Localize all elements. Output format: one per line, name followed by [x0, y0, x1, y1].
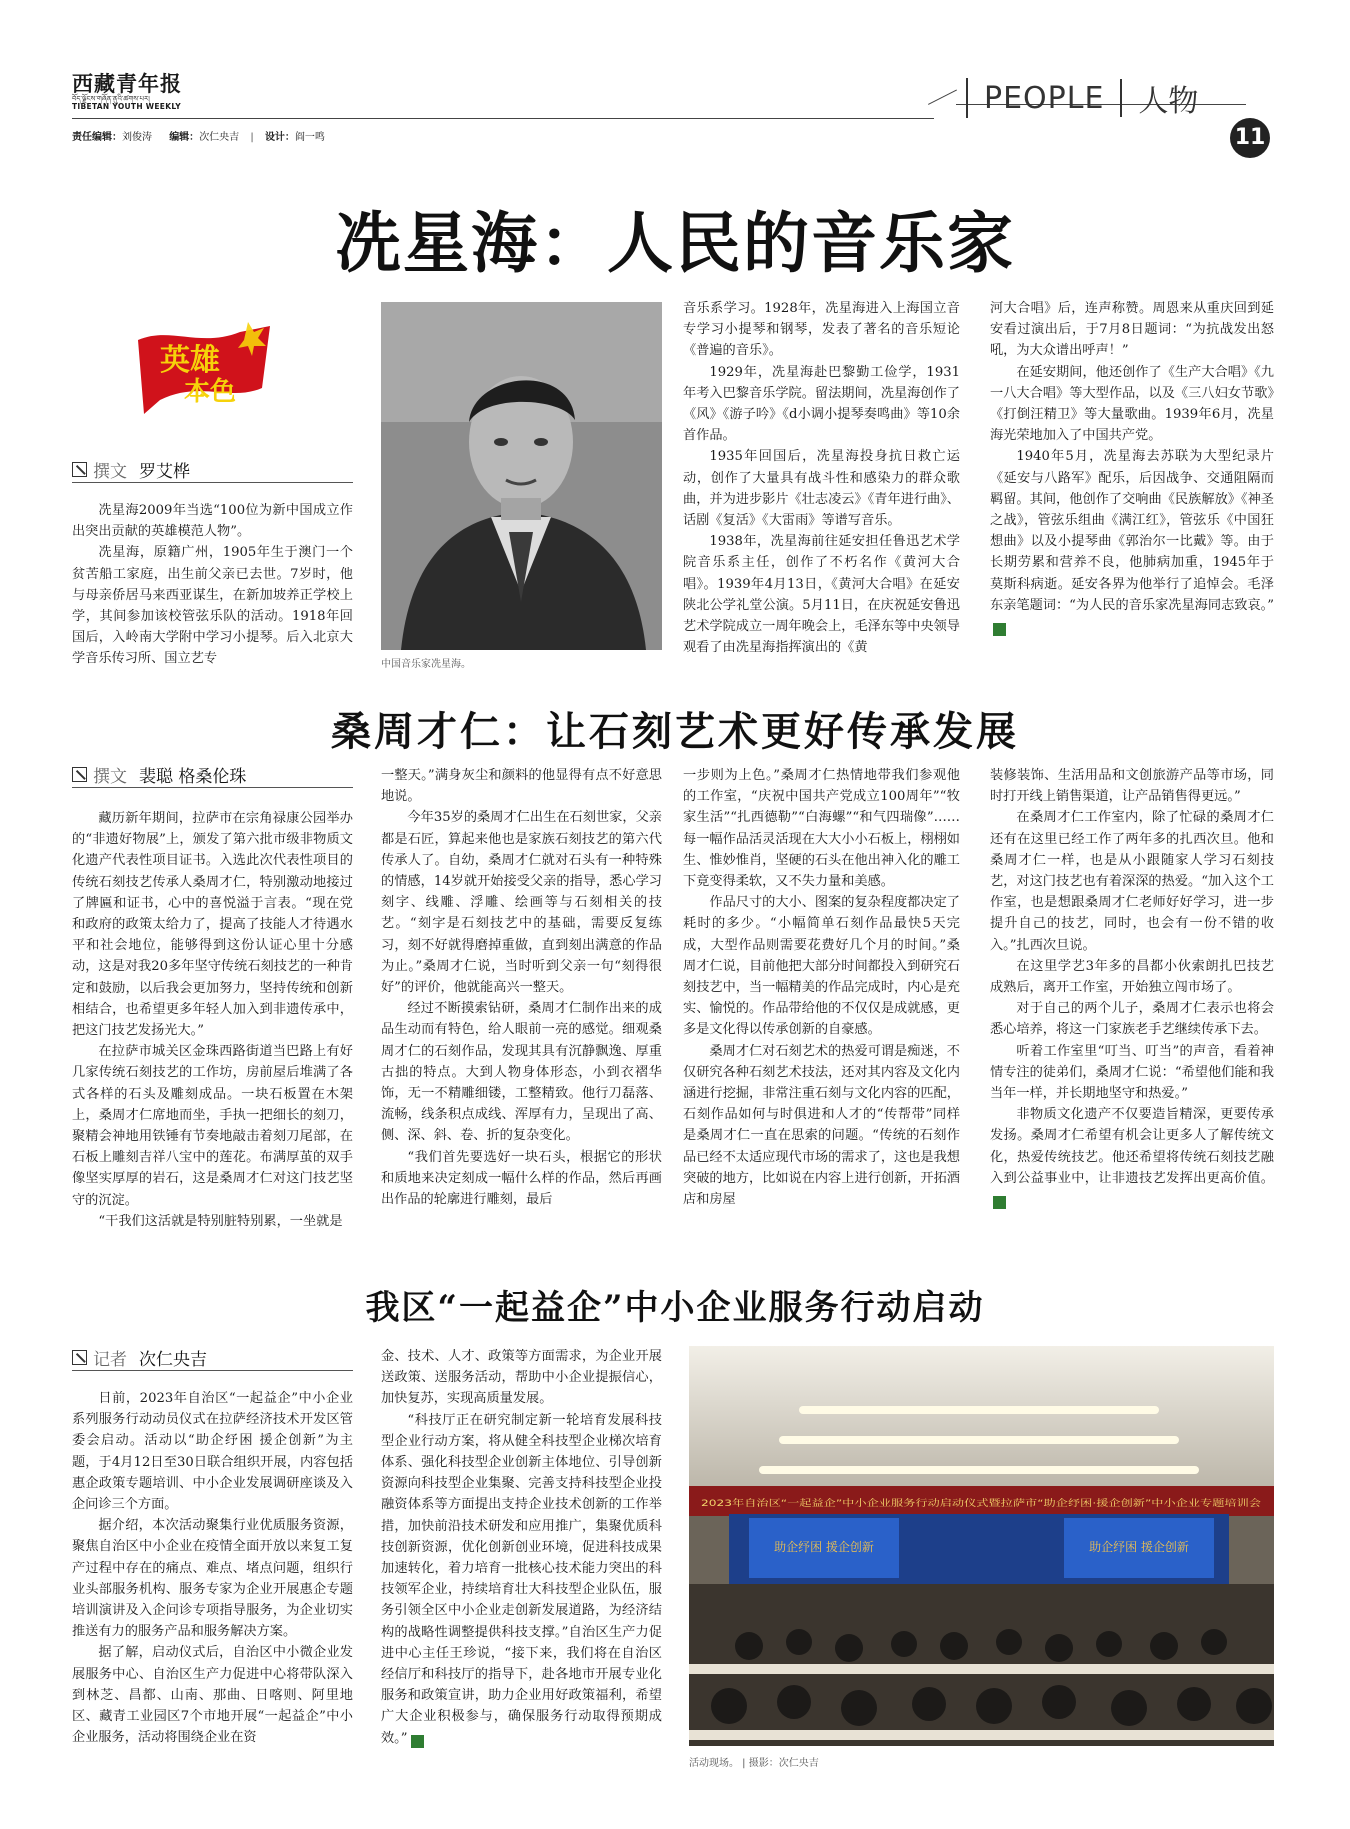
newspaper-name-english: TIBETAN YOUTH WEEKLY — [72, 102, 181, 111]
section-name-en: PEOPLE — [984, 80, 1105, 116]
paragraph — [990, 1104, 1274, 1210]
pen-icon — [72, 767, 87, 782]
article2-byline — [72, 762, 353, 788]
pen-icon — [72, 1350, 87, 1365]
paragraph: “干我们这活就是特别脏特别累，一坐就是 — [98, 1213, 343, 1229]
end-mark-icon: 青 — [993, 1196, 1006, 1209]
article3-col2 — [381, 1346, 662, 1760]
newspaper-name-tibetan: བོད་ལྗོངས་གཞོན་ནུའི་ཚགས་པར། — [72, 95, 150, 103]
article2-col4 — [990, 765, 1274, 1253]
article2-col2 — [381, 765, 662, 1253]
section-bar — [966, 78, 968, 118]
red-flag-icon — [130, 318, 280, 438]
paragraph: 对于自己的两个儿子，桑周才仁表示也将会悉心培养，将这一门家族老手艺继续传承下去。 — [990, 1001, 1274, 1038]
paragraph: 今年35岁的桑周才仁出生在石刻世家，父亲都是石匠，算起来他也是家族石刻技艺的第六代传承人了。自幼，桑周才仁就对石头有一种特殊的情感，14岁就开始接受父亲的指导，悉心学习刻字、线雕、浮雕、绘画等与石刻相关的技艺。“刻字是石刻技艺中的基础，需要反复练习，刻不好就得磨掉重做，直到刻出满意的作品为止。”桑周才仁说，当时听到父亲一句“刻得很好”的评价，他就能高兴一整天。 — [381, 810, 662, 996]
paragraph: 在延安期间，他还创作了《生产大合唱》《九一八大合唱》等大型作品，以及《三八妇女节歌》《打倒汪精卫》等大量歌曲。1939年6月，冼星海光荣地加入了中国共产党。 — [990, 364, 1274, 444]
paragraph: 经过不断摸索钻研，桑周才仁制作出来的成品生动而有特色，给人眼前一亮的感觉。细观桑周才仁的石刻作品，发现其具有沉静飘逸、厚重古拙的特点。大到人物身体形态，小到衣褶华饰，无一不精雕细镂，工整精致。他行刀磊落、流畅，线条积点成线、浑厚有力，呈现出了高、侧、深、斜、卷、折的复杂变化。 — [381, 1001, 662, 1144]
pen-icon — [72, 462, 87, 477]
badge-text-bottom: 本色 — [184, 377, 237, 407]
article2-col3 — [683, 765, 960, 1253]
paragraph: 作品尺寸的大小、图案的复杂程度都决定了耗时的多少。“小幅简单石刻作品最快5天完成，大型作品则需要花费好几个月的时间。”桑周才仁说，目前他把大部分时间都投入到研究石刻技艺中，当一幅精美的作品完成时，内心是充实、愉悦的。作品带给他的不仅仅是成就感，更多是文化得以传承创新的自豪感。 — [683, 895, 960, 1038]
editor-label: 责任编辑： — [72, 132, 122, 143]
article1-byline — [72, 457, 353, 483]
newspaper-name: 西藏青年报 — [72, 71, 182, 96]
portrait-image — [381, 302, 662, 650]
paragraph: 一步则为上色。”桑周才仁热情地带我们参观他的工作室，“庆祝中国共产党成立100周年”“牧家生活”“扎西德勒”“白海螺”“和气四瑞像”……每一幅作品活灵活现在大大小小石板上，栩栩如生、惟妙惟肖，坚硬的石头在他出神入化的雕工下竟变得柔软，又不失力量和美感。 — [683, 768, 960, 890]
article1-title: 冼星海：人民的音乐家 — [335, 204, 1015, 282]
badge-text-top: 英雄 — [160, 343, 220, 378]
paragraph: 冼星海，原籍广州，1905年生于澳门一个贫苦船工家庭，出生前父亲已去世。7岁时，他与母亲侨居马来西亚谋生，在新加坡养正学校上学，其间参加该校管弦乐队的活动。1918年回国后，入岭南大学附中学习小提琴。后入北京大学音乐传习所、国立艺专 — [72, 545, 353, 667]
paragraph: 听着工作室里“叮当、叮当”的声音，看着神情专注的徒弟们，桑周才仁说：“希望他们能和我当年一样，并长期地坚守和热爱。” — [990, 1043, 1274, 1102]
header-rule — [72, 118, 934, 119]
article1-col2 — [683, 298, 960, 672]
screen-text-left: 助企纾困 援企创新 — [774, 1540, 874, 1554]
paragraph: 在拉萨市城关区金珠西路街道当巴路上有好几家传统石刻技艺的工作坊，房前屋后堆满了各式各样的石头及雕刻成品。一块石板置在木架上，桑周才仁席地而坐，手执一把细长的刻刀，聚精会神地用铁锤有节奏地敲击着刻刀尾部，在石板上雕刻吉祥八宝中的莲花。布满厚茧的双手像坚实厚厚的岩石，这是桑周才仁对这门技艺坚守的沉淀。 — [72, 1044, 353, 1208]
section-divider — [1120, 79, 1122, 117]
editor-credits — [72, 128, 325, 143]
paragraph: “我们首先要选好一块石头，根据它的形状和质地来决定刻成一幅什么样的作品，然后再画出作品的轮廓进行雕刻，最后 — [381, 1149, 662, 1208]
end-mark-icon: 青 — [411, 1735, 424, 1748]
portrait-caption: 中国音乐家冼星海。 — [381, 659, 471, 670]
paragraph: 装修装饰、生活用品和文创旅游产品等市场，同时打开线上销售渠道，让产品销售得更远。” — [990, 768, 1274, 805]
portrait-photo — [381, 302, 662, 650]
byline-name: 次仁央吉 — [139, 1350, 207, 1370]
event-photo-caption: 活动现场。 | 摄影：次仁央吉 — [689, 1758, 819, 1769]
editor-name: 刘俊涛 — [122, 132, 152, 143]
event-image — [689, 1346, 1274, 1746]
screen-text-right: 助企纾困 援企创新 — [1089, 1540, 1189, 1554]
article3-byline — [72, 1345, 353, 1371]
header-rule-slant — [928, 89, 957, 104]
byline-name: 裴聪 格桑伦珠 — [139, 767, 247, 787]
byline-name: 罗艾桦 — [139, 462, 190, 482]
paragraph — [990, 446, 1274, 637]
byline-role: 记者 — [93, 1350, 127, 1370]
event-photo — [689, 1346, 1274, 1746]
page-number: 11 — [1230, 118, 1270, 158]
hero-badge — [130, 318, 280, 438]
editor2-label: 编辑： — [169, 132, 200, 143]
paragraph: 据了解，启动仪式后，自治区中小微企业发展服务中心、自治区生产力促进中心将带队深入到林芝、昌都、山南、那曲、日喀则、阿里地区、藏青工业园区7个市地开展“一起益企”中小企业服务，活动将围绕企业在资 — [72, 1645, 353, 1746]
paragraph: 河大合唱》后，连声称赞。周恩来从重庆回到延安看过演出后，于7月8日题词：“为抗战发出怒吼，为大众谱出呼声！” — [990, 301, 1274, 359]
banner-text: 2023年自治区“一起益企”中小企业服务行动启动仪式暨拉萨市“助企纾困·援企创新”中小企业专题培训会 — [701, 1499, 1115, 1509]
paragraph: 日前，2023年自治区“一起益企”中小企业系列服务行动动员仪式在拉萨经济技术开发区管委会启动。活动以“助企纾困 援企创新”为主题，于4月12日至30日联合组织开展，内容包括惠企政策专题培训、中小企业发展调研座谈及入企问诊三个方面。 — [72, 1391, 353, 1513]
paragraph: 藏历新年期间，拉萨市在宗角禄康公园举办的“非遗好物展”上，颁发了第六批市级非物质文化遗产代表性项目证书。入选此次代表性项目的传统石刻技艺传承人桑周才仁，特别激动地接过了牌匾和证书，心中的喜悦溢于言表。“现在党和政府的政策太给力了，提高了技能人才待遇水平和社会地位，能够得到这份认证心里十分感动，这是对我20多年坚守传统石刻技艺的一种肯定和鼓励，以后我会更加努力，坚持传统和创新相结合，也希望更多年轻人加入到非遗传承中，把这门技艺发扬光大。” — [72, 811, 353, 1039]
editor2-name: 次仁央吉 — [199, 132, 240, 143]
end-mark-icon: 青 — [993, 623, 1006, 636]
paragraph: 据介绍，本次活动聚集行业优质服务资源，聚焦自治区中小企业在疫情全面开放以来复工复产过程中存在的痛点、难点、堵点问题，组织行业头部服务机构、服务专家为企业开展惠企专题培训演讲及入企问诊专项指导服务，为企业切实推送有力的服务产品和服务解决方案。 — [72, 1518, 353, 1640]
article2-col1 — [72, 808, 353, 1253]
paragraph: 冼星海2009年当选“100位为新中国成立作出突出贡献的英雄模范人物”。 — [72, 503, 353, 540]
design-name: 阎一鸣 — [294, 132, 325, 143]
article1-col1 — [72, 500, 353, 668]
section-label — [966, 76, 1198, 120]
paragraph: 桑周才仁对石刻艺术的热爱可谓是痴迷，不仅研究各种石刻艺术技法，还对其内容及文化内涵进行挖掘，非常注重石刻与文化内容的匹配，石刻作品如何与时俱进和人才的“传帮带”同样是桑周才仁一直在思索的问题。“传统的石刻作品已经不太适应现代市场的需求了，这也是我想突破的地方，比如说在内容上进行创新，开拓酒店和房屋 — [683, 1043, 960, 1208]
paragraph: 金、技术、人才、政策等方面需求，为企业开展送政策、送服务活动，帮助中小企业提振信心，加快复苏，实现高质量发展。 — [381, 1349, 662, 1407]
paragraph: 在桑周才仁工作室内，除了忙碌的桑周才仁还有在这里已经工作了两年多的扎西次旦。他和桑周才仁一样，也是从小跟随家人学习石刻技艺，对这门技艺也有着深深的热爱。“加入这个工作室，也是想跟桑周才仁老师好好学习，进一步提升自己的技艺，同时，也会有一份不错的收入。”扎西次旦说。 — [990, 810, 1274, 953]
paragraph: 1929年，冼星海赴巴黎勤工俭学，1931年考入巴黎音乐学院。留法期间，冼星海创作了《风》《游子吟》《d小调小提琴奏鸣曲》等10余首作品。 — [683, 364, 960, 444]
paragraph: 1935年回国后，冼星海投身抗日救亡运动，创作了大量具有战斗性和感染力的群众歌曲，并为进步影片《壮志凌云》《青年进行曲》、话剧《复活》《大雷雨》等谱写音乐。 — [683, 449, 960, 529]
design-label: 设计： — [264, 132, 295, 143]
article3-title: 我区“一起益企”中小企业服务行动启动 — [365, 1288, 985, 1328]
paragraph: 在这里学艺3年多的昌都小伙索朗扎巴技艺成熟后，离开工作室，开始独立闯市场了。 — [990, 958, 1274, 996]
paragraph: 一整天。”满身灰尘和颜料的他显得有点不好意思地说。 — [381, 768, 662, 805]
credit-divider: | — [250, 132, 254, 143]
paragraph: 1938年，冼星海前往延安担任鲁迅艺术学院音乐系主任，创作了不朽名作《黄河大合唱》。1939年4月13日，《黄河大合唱》在延安陕北公学礼堂公演。5月11日，在庆祝延安鲁迅艺术学院成立一周年晚会上，毛泽东等中央领导观看了由冼星海指挥演出的《黄 — [683, 534, 960, 656]
paragraph-text: 非物质文化遗产不仅要造旨精深，更要传承发扬。桑周才仁希望有机会让更多人了解传统文化，热爱传统技艺。他还希望将传统石刻技艺融入到公益事业中，让非遗技艺发挥出更高价值。 — [990, 1107, 1274, 1186]
byline-role: 撰文 — [93, 462, 127, 482]
section-name-cn: 人物 — [1138, 84, 1199, 119]
byline-role: 撰文 — [93, 767, 127, 787]
paragraph — [381, 1410, 662, 1749]
article2-title: 桑周才仁：让石刻艺术更好传承发展 — [331, 708, 1019, 755]
article3-col1 — [72, 1388, 353, 1760]
paragraph-text: 1940年5月，冼星海去苏联为大型纪录片《延安与八路军》配乐，后因战争、交通阻隔而羁留。其间，他创作了交响曲《民族解放》《神圣之战》，管弦乐组曲《满江红》，管弦乐《中国狂想曲》以及小提琴曲《郭治尔一比戴》等。由于长期劳累和营养不良，他肺病加重，1945年于莫斯科病逝。延安各界为他举行了追悼会。毛泽东亲笔题词：“为人民的音乐家冼星海同志致哀。” — [990, 449, 1274, 613]
paragraph-text: “科技厅正在研究制定新一轮培育发展科技型企业行动方案，将从健全科技型企业梯次培育体系、强化科技型企业创新主体地位、引导创新资源向科技型企业集聚、完善支持科技型企业投融资体系等方面提出支持企业技术创新的工作举措，加快前沿技术研发和应用推广，集聚优质科技创新资源，优化创新创业环境，促进科技成果加速转化，着力培育一批核心技术能力突出的科技领军企业，持续培育壮大科技型企业队伍，服务引领全区中小企业走创新发展道路，为经济结构的战略性调整提供科技支撑。”自治区生产力促进中心主任王珍说，“接下来，我们将在自治区经信厅和科技厅的指导下，赴各地市开展专业化服务和政策宣讲，助力企业用好政策福利，希望广大企业积极参与，确保服务行动取得预期成效。” — [381, 1412, 662, 1746]
article1-col3 — [990, 298, 1274, 672]
paragraph: 音乐系学习。1928年，冼星海进入上海国立音专学习小提琴和钢琴，发表了著名的音乐短论《普遍的音乐》。 — [683, 301, 960, 359]
